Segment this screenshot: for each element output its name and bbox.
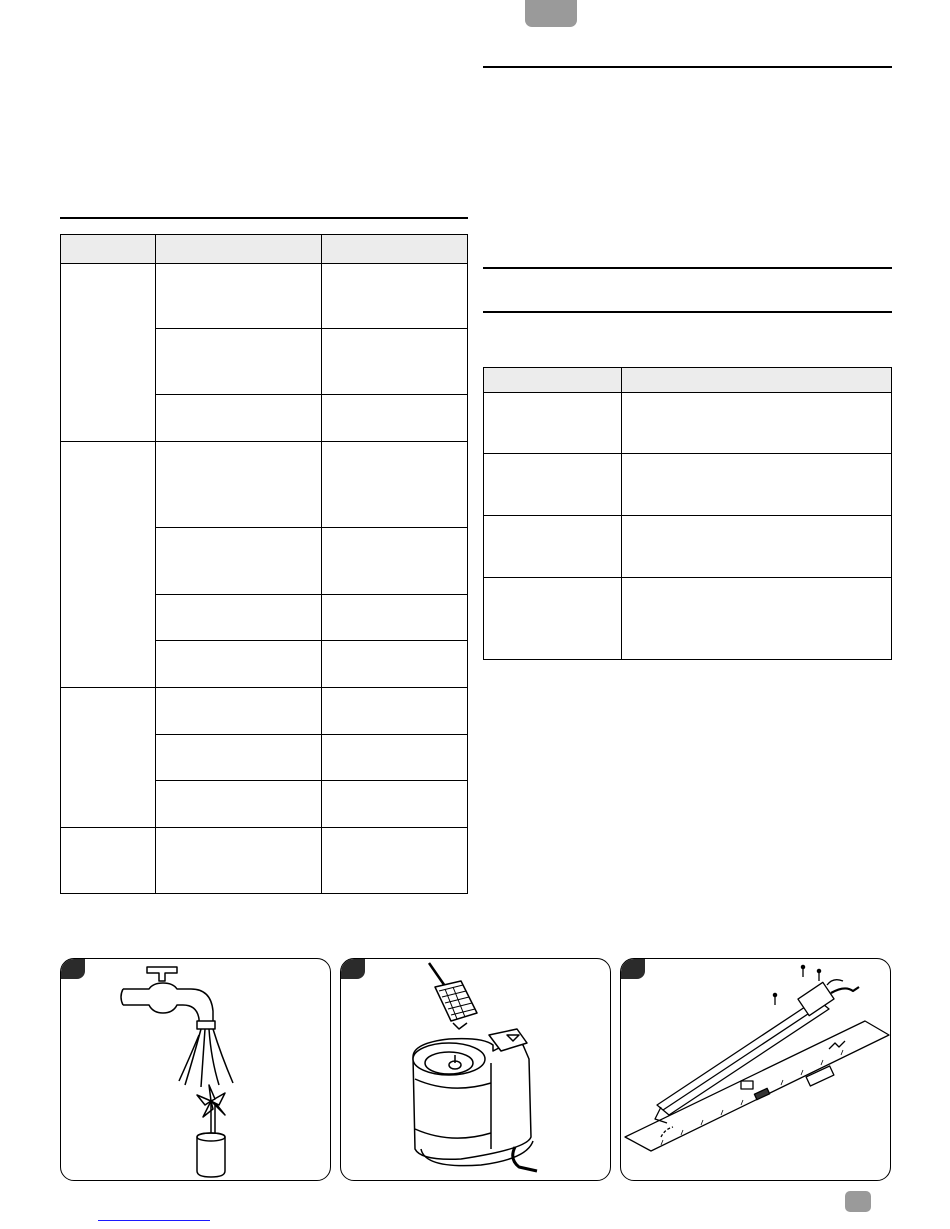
right-section-rule-1 <box>483 66 892 68</box>
faucet-illustration <box>61 959 331 1181</box>
row-divider <box>155 527 467 528</box>
row-divider <box>484 577 891 578</box>
row-divider <box>484 453 891 454</box>
group-divider <box>61 827 467 828</box>
column-divider <box>155 235 156 893</box>
figure-brush-clean <box>340 958 611 1181</box>
row-divider <box>484 515 891 516</box>
table-header-row <box>484 368 891 393</box>
troubleshooting-table <box>60 234 468 894</box>
row-divider <box>155 394 467 395</box>
right-section-rule-2 <box>483 267 892 269</box>
row-divider <box>155 734 467 735</box>
page-number-badge <box>845 1191 871 1212</box>
left-section-rule <box>60 217 468 219</box>
row-divider <box>155 780 467 781</box>
uv-lamp-illustration <box>621 959 891 1181</box>
row-divider <box>155 594 467 595</box>
pump-housing-illustration <box>341 959 611 1181</box>
group-divider <box>61 687 467 688</box>
table-header-row <box>61 235 467 264</box>
figure-uv-lamp <box>620 958 891 1181</box>
column-divider <box>321 235 322 893</box>
language-tab <box>525 0 577 27</box>
group-divider <box>61 441 467 442</box>
right-section-rule-3 <box>483 311 892 313</box>
column-divider <box>621 368 622 659</box>
figure-faucet-rinse <box>60 958 331 1181</box>
footer-link[interactable] <box>98 1220 210 1221</box>
maintenance-table <box>483 367 892 660</box>
row-divider <box>155 640 467 641</box>
row-divider <box>155 328 467 329</box>
